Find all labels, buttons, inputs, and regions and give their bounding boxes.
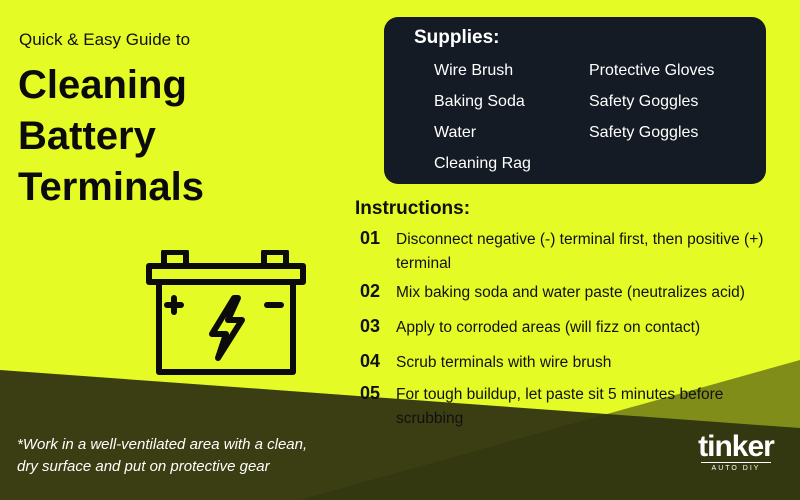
supplies-column-2 — [589, 61, 714, 154]
supply-item: Wire Brush — [434, 62, 514, 79]
title-line-3: Terminals — [18, 165, 204, 209]
step-text: Mix baking soda and water paste (neutralizes acid) — [396, 284, 745, 301]
instructions-title: Instructions: — [355, 198, 471, 219]
safety-note-line-2: dry surface and put on protective gear — [17, 458, 270, 475]
step-text: Apply to corroded areas (will fizz on contact) — [396, 319, 701, 336]
step-text: Scrub terminals with wire brush — [396, 354, 612, 371]
supply-item: Safety Goggles — [589, 124, 699, 141]
step-text: Disconnect negative (-) terminal first, then positive (+) terminal — [396, 231, 764, 272]
page-title — [18, 60, 204, 213]
step-number: 03 — [360, 316, 381, 336]
supply-item: Cleaning Rag — [434, 155, 531, 172]
supply-item: Safety Goggles — [589, 93, 699, 110]
safety-note-line-1: *Work in a well-ventilated area with a clean, — [17, 436, 308, 453]
step-number: 02 — [360, 281, 381, 301]
supplies-column-1 — [434, 61, 531, 185]
safety-note — [17, 434, 307, 478]
supply-item: Protective Gloves — [589, 62, 715, 79]
step-number: 01 — [360, 228, 381, 248]
tinker-logo — [684, 432, 788, 472]
guide-subtitle: Quick & Easy Guide to — [19, 30, 191, 49]
supplies-panel — [384, 17, 766, 184]
title-line-1: Cleaning — [18, 63, 187, 107]
title-line-2: Battery — [18, 114, 156, 158]
battery-icon — [146, 250, 306, 375]
supply-item: Water — [434, 124, 477, 141]
logo-tagline: AUTO DIY — [701, 462, 771, 472]
supplies-title: Supplies: — [414, 27, 500, 48]
step-number: 04 — [360, 351, 381, 371]
supply-item: Baking Soda — [434, 93, 525, 110]
step-text: For tough buildup, let paste sit 5 minutes before scrubbing — [396, 386, 724, 427]
step-number: 05 — [360, 383, 381, 403]
logo-wordmark: tinker — [698, 430, 774, 463]
